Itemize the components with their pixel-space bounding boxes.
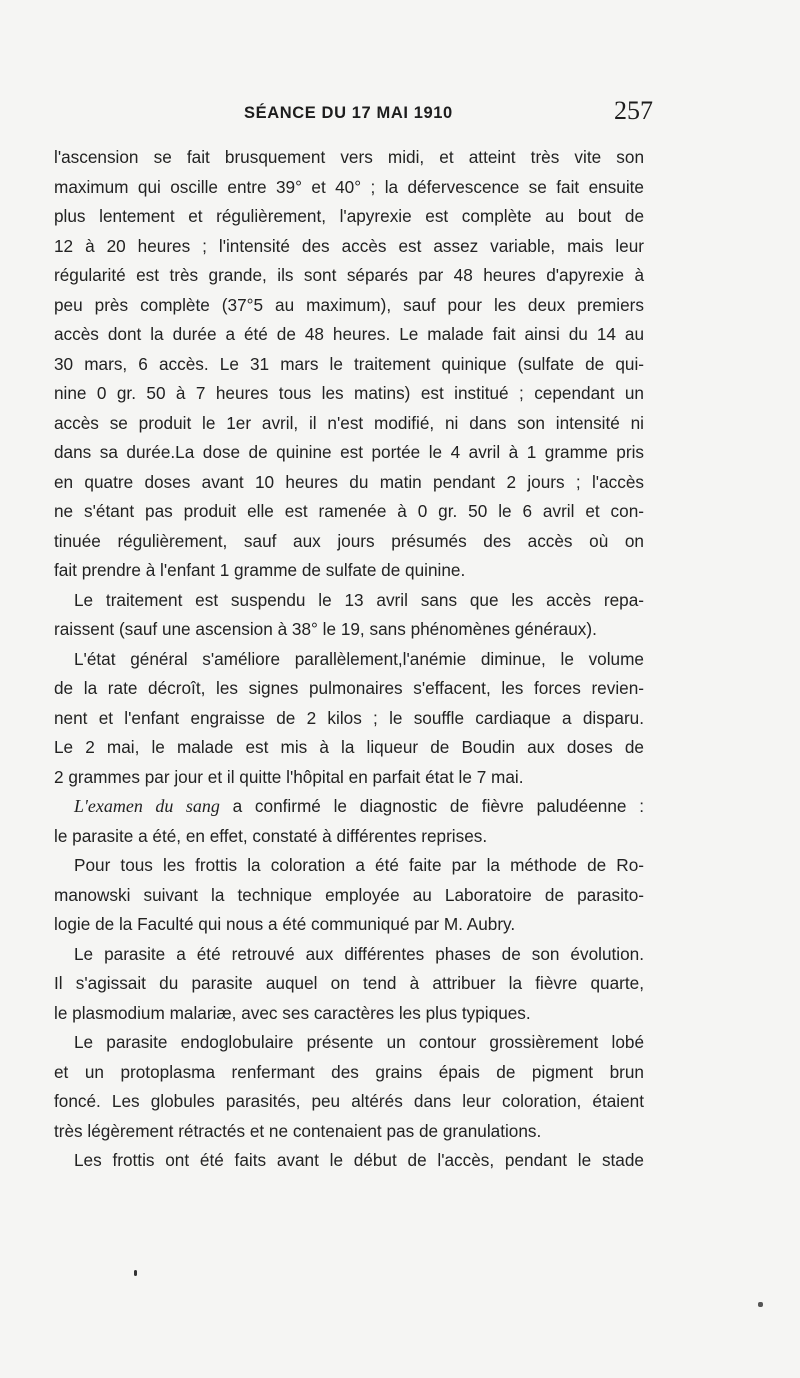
text-line: ne s'étant pas produit elle est ramenée à 0 gr. 50 le 6 avril et con- [54, 501, 644, 521]
paragraph-staining-method [54, 851, 644, 940]
text-line: maximum qui oscille entre 39° et 40° ; la défervescence se fait ensuite [54, 176, 644, 197]
body-text [54, 143, 644, 1176]
paragraph-blood-exam [54, 792, 644, 851]
text-line: Le parasite a été retrouvé aux différentes phases de son évolution. [74, 943, 644, 964]
running-title: SÉANCE DU 17 MAI 1910 [244, 104, 453, 122]
text-line: Pour tous les frottis la coloration a été faite par la méthode de Ro- [74, 855, 644, 875]
text-line: L'état général s'améliore parallèlement,l'anémie diminue, le volume [74, 648, 644, 669]
text-line: très légèrement rétractés et ne contenaient pas de granulations. [54, 1120, 542, 1141]
text-line: régularité est très grande, ils sont séparés par 48 heures d'apyrexie à [54, 265, 644, 285]
text-line: Les frottis ont été faits avant le début de l'accès, pendant le stade [74, 1150, 644, 1170]
text-line: fait prendre à l'enfant 1 gramme de sulfate de quinine. [54, 560, 466, 580]
page-number: 257 [614, 96, 653, 125]
text-line: le plasmodium malariæ, avec ses caractères les plus typiques. [54, 1002, 531, 1023]
ink-speck [758, 1302, 763, 1307]
text-line: le parasite a été, en effet, constaté à différentes reprises. [54, 825, 488, 846]
paragraph-parasite-description [54, 1028, 644, 1146]
text-line: nent et l'enfant engraisse de 2 kilos ; le souffle cardiaque a disparu. [54, 707, 644, 728]
text-line: accès se produit le 1er avril, il n'est modifié, ni dans son intensité ni [54, 412, 644, 433]
text-line: Le parasite endoglobulaire présente un contour grossièrement lobé [74, 1032, 644, 1052]
text-line: Il s'agissait du parasite auquel on tend à attribuer la fièvre quarte, [54, 973, 644, 993]
text-line: raissent (sauf une ascension à 38° le 19, sans phénomènes généraux). [54, 619, 597, 639]
text-line: 2 grammes par jour et il quitte l'hôpital en parfait état le 7 mai. [54, 766, 524, 787]
paragraph-general-state [54, 645, 644, 793]
text-line: nine 0 gr. 50 à 7 heures tous les matins) est institué ; cependant un [54, 383, 644, 403]
ink-speck [134, 1270, 137, 1276]
text-line: en quatre doses avant 10 heures du matin pendant 2 jours ; l'accès [54, 471, 644, 492]
text-line: foncé. Les globules parasités, peu altérés dans leur coloration, étaient [54, 1091, 644, 1111]
paragraph-parasite-phases [54, 940, 644, 1029]
text-line: 30 mars, 6 accès. Le 31 mars le traitement quinique (sulfate de qui- [54, 353, 644, 374]
text-fragment: a confirmé le diagnostic de fièvre paludéenne : [219, 796, 644, 816]
text-line: plus lentement et régulièrement, l'apyrexie est complète au bout de [54, 206, 644, 226]
text-line: accès dont la durée a été de 48 heures. Le malade fait ainsi du 14 au [54, 324, 644, 344]
text-line: l'ascension se fait brusquement vers midi, et atteint très vite son [54, 147, 644, 167]
paragraph-treatment-stop [54, 586, 644, 645]
text-line: logie de la Faculté qui nous a été communiqué par M. Aubry. [54, 914, 516, 934]
text-line [54, 792, 644, 822]
running-head [0, 96, 800, 134]
text-line: de la rate décroît, les signes pulmonaires s'effacent, les forces revien- [54, 678, 644, 698]
text-line: 12 à 20 heures ; l'intensité des accès est assez variable, mais leur [54, 235, 644, 256]
text-line: peu près complète (37°5 au maximum), sauf pour les deux premiers [54, 294, 644, 315]
text-line: tinuée régulièrement, sauf aux jours présumés des accès où on [54, 530, 644, 551]
paragraph-smears [54, 1146, 644, 1176]
paragraph-case-history [54, 143, 644, 586]
text-line: et un protoplasma renfermant des grains épais de pigment brun [54, 1061, 644, 1082]
italic-lead: L'examen du sang [74, 796, 220, 816]
text-line: dans sa durée.La dose de quinine est portée le 4 avril à 1 gramme pris [54, 442, 644, 462]
text-line: Le traitement est suspendu le 13 avril sans que les accès repa- [74, 589, 644, 610]
text-line: Le 2 mai, le malade est mis à la liqueur de Boudin aux doses de [54, 737, 644, 757]
text-line: manowski suivant la technique employée au Laboratoire de parasito- [54, 884, 644, 905]
